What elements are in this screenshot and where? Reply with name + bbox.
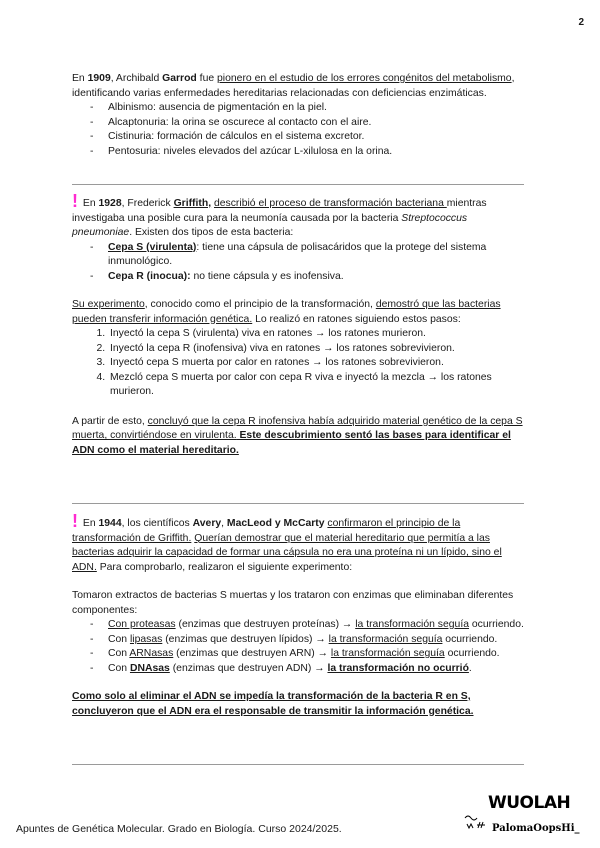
list-item: 1. Inyectó la cepa S (virulenta) viva en ratones → los ratones murieron. — [108, 327, 524, 342]
metabolic-disorders-list — [72, 101, 524, 159]
list-item: - Cistinuria: formación de cálculos en el sistema excretor. — [108, 130, 524, 145]
scientist-names: MacLeod y McCarty — [226, 518, 325, 529]
section-garrod — [72, 72, 524, 159]
list-item: 4. Mezcló cepa S muerta por calor con cepa R viva e inyectó la mezcla → los ratones murieron. — [108, 371, 524, 400]
experiment-paragraph: Su experimento, conocido como el principio de la transformación, demostró que las bacterias pueden transferir información genética. Lo realizó en ratones siguiendo estos pasos: — [72, 299, 501, 325]
scientist-names: Avery — [192, 518, 222, 529]
section-divider — [72, 503, 524, 504]
list-item: - Cepa S (virulenta): tiene una cápsula de polisacáridos que la protege del sistema inmunológico. — [108, 241, 524, 270]
griffith-conclusion: A partir de esto, concluyó que la cepa R inofensiva había adquirido material genético de la cepa S muerta, convirtiéndose en virulenta. Este descubrimiento sentó las bases para identificar el ADN como el material hereditario. — [72, 415, 523, 456]
list-item: - Con proteasas (enzimas que destruyen proteínas) → la transformación seguía ocurriendo. — [108, 618, 524, 633]
garrod-name: Garrod — [162, 73, 197, 84]
exclamation-icon: ! — [72, 511, 78, 531]
strain-list — [72, 241, 524, 285]
doodle-icon — [462, 810, 488, 836]
list-item: - Pentosuria: niveles elevados del azúcar L-xilulosa en la orina. — [108, 145, 524, 160]
enzymes-intro: Tomaron extractos de bacterias S muertas y los trataron con enzimas que eliminaban diferentes componentes: — [72, 590, 514, 616]
list-item: 2. Inyectó la cepa R (inofensiva) viva en ratones → los ratones sobrevivieron. — [108, 342, 524, 357]
exclamation-icon: ! — [72, 191, 78, 211]
list-item: - Cepa R (inocua): no tiene cápsula y es inofensiva. — [108, 270, 524, 285]
pioneer-phrase: pionero en el estudio de los errores congénitos del metabolismo — [217, 73, 512, 84]
strain-name: Cepa R (inocua): — [108, 270, 191, 282]
enzyme-list — [72, 618, 524, 676]
section-avery — [72, 511, 524, 719]
list-item: - Con DNAsas (enzimas que destruyen ADN) → la transformación no ocurrió. — [108, 662, 524, 677]
experiment-steps — [72, 327, 524, 400]
section-divider — [72, 184, 524, 185]
list-item: - Alcaptonuria: la orina se oscurece al contacto con el aire. — [108, 116, 524, 131]
year-1909: 1909 — [87, 73, 111, 84]
author-handle: PalomaOopsHi_ — [492, 823, 580, 834]
list-item: - Con lipasas (enzimas que destruyen lípidos) → la transformación seguía ocurriendo. — [108, 633, 524, 648]
list-item: - Con ARNasas (enzimas que destruyen ARN) → la transformación seguía ocurriendo. — [108, 647, 524, 662]
garrod-paragraph: En 1909, Archibald Garrod fue pionero en el estudio de los errores congénitos del metabolismo, identificando varias enfermedades hereditarias relacionadas con deficiencias enzimáticas. — [72, 73, 515, 99]
section-griffith — [72, 191, 524, 458]
page-number: 2 — [578, 17, 584, 28]
year-1928: 1928 — [98, 198, 122, 209]
section-divider — [72, 764, 524, 765]
wuolah-logo: WUOLAH — [488, 793, 571, 813]
wuolah-watermark — [462, 793, 592, 840]
griffith-intro: ! En 1928, Frederick Griffith, describió el proceso de transformación bacteriana mientras investigaba una posible cura para la neumonía causada por la bacteria Streptococcus pneumoniae. Existen dos tipos de esta bacteria: — [72, 191, 487, 238]
year-1944: 1944 — [98, 518, 122, 529]
footer-text: Apuntes de Genética Molecular. Grado en Biología. Curso 2024/2025. — [16, 823, 342, 835]
avery-conclusion: Como solo al eliminar el ADN se impedía la transformación de la bacteria R en S, concluyeron que el ADN era el responsable de transmitir la información genética. — [72, 691, 474, 717]
strain-name: Cepa S (virulenta) — [108, 241, 197, 253]
list-item: 3. Inyectó cepa S muerta por calor en ratones → los ratones sobrevivieron. — [108, 356, 524, 371]
described-phrase: describió el proceso de transformación bacteriana — [213, 198, 447, 209]
species-name: Streptococcus pneumoniae — [72, 212, 468, 238]
avery-intro: ! En 1944, los científicos Avery, MacLeod y McCarty confirmaron el principio de la transformación de Griffith. Querían demostrar que el material hereditario que permitía a las bacterias adquirir la capacidad de formar una cápsula no era una proteína ni un lípido, sino el ADN. Para comprobarlo, realizaron el siguiente experimento: — [72, 511, 502, 573]
list-item: - Albinismo: ausencia de pigmentación en la piel. — [108, 101, 524, 116]
griffith-name: Griffith, — [173, 198, 212, 209]
